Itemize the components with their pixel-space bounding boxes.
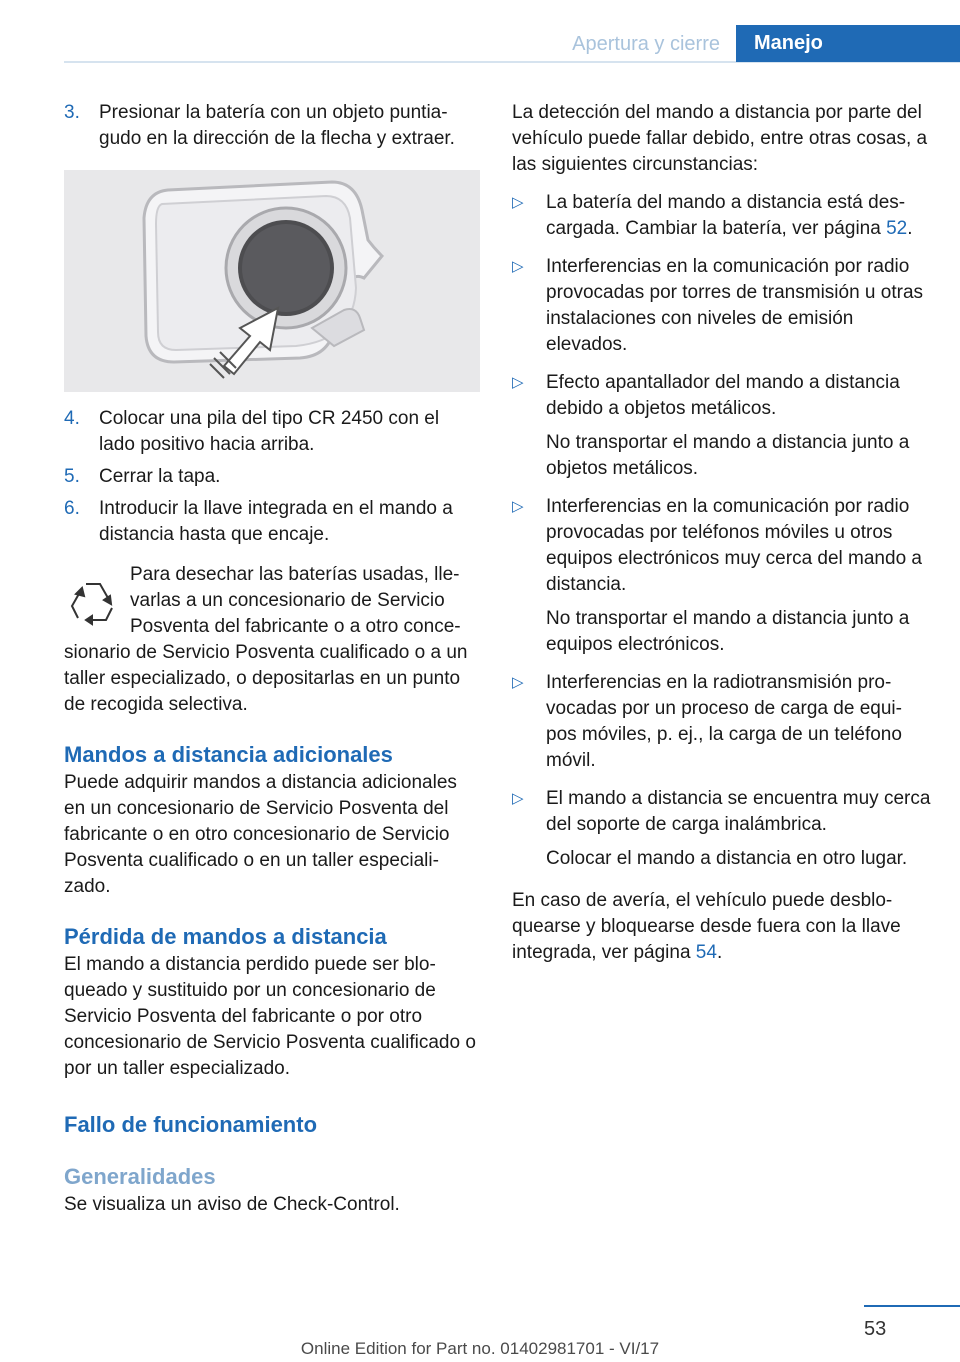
step-5 [64, 464, 480, 490]
recycling-note [64, 562, 480, 718]
list-item-advice: No transportar el mando a distancia junto a equipos electrónicos. [546, 608, 910, 655]
heading-lost-remotes: Pérdida de mandos a distancia [64, 924, 387, 949]
fallback-paragraph [512, 888, 932, 966]
heading-general: Generalidades [64, 1164, 216, 1189]
list-item-text: Interferencias en la comunicación por radio provocadas por teléfonos móviles u otros equipos electrónicos muy cerca del mando a distancia. [546, 496, 922, 595]
list-item-text: El mando a distancia se encuentra muy cerca del soporte de carga inalámbrica. [546, 788, 931, 835]
bullet-triangle-icon: ▷ [512, 258, 524, 275]
list-item-text: Interferencias en la comunicación por radio provocadas por torres de transmisión u otras instalaciones con niveles de emisión elevados. [546, 256, 924, 355]
step-text: Colocar una pila del tipo CR 2450 con el lado positivo hacia arriba. [99, 408, 440, 455]
bullet-triangle-icon: ▷ [512, 790, 524, 807]
list-item-text: Efecto apantallador del mando a distancia debido a objetos metálicos. [546, 372, 900, 419]
left-column [64, 100, 480, 1218]
list-item [512, 370, 932, 482]
fallback-text: En caso de avería, el vehículo puede desblo-quearse y bloquearse desde fuera con la llave integrada, ver página [512, 890, 901, 963]
fallback-tail: . [716, 942, 723, 963]
list-item [512, 786, 932, 872]
step-6 [64, 496, 480, 548]
right-column [512, 100, 932, 966]
bullet-triangle-icon: ▷ [512, 194, 524, 211]
list-item [512, 190, 932, 242]
header-section-title[interactable]: Apertura y cierre [572, 33, 720, 55]
list-item-advice: Colocar el mando a distancia en otro lugar. [546, 848, 908, 869]
text-general: Se visualiza un aviso de Check-Control. [64, 1194, 400, 1215]
step-number: 5. [64, 466, 80, 487]
list-item-text: La batería del mando a distancia está des-cargada. Cambiar la batería, ver página [546, 192, 906, 239]
step-number: 4. [64, 408, 80, 429]
heading-additional-remotes: Mandos a distancia adicionales [64, 742, 393, 767]
step-text: Cerrar la tapa. [99, 466, 221, 487]
heading-malfunction: Fallo de funcionamiento [64, 1112, 318, 1137]
key-battery-illustration [64, 170, 480, 392]
text-lost-remotes: El mando a distancia perdido puede ser blo-queado y sustituido por un concesionario de Servicio Posventa del fabricante o por otro concesionario de Servicio Posventa cualificado o por un taller especializado. [64, 954, 476, 1079]
list-item-advice: No transportar el mando a distancia junto a objetos metálicos. [546, 432, 910, 479]
footer-rule [864, 1305, 960, 1307]
list-item [512, 670, 932, 774]
text-additional-remotes: Puede adquirir mandos a distancia adicionales en un concesionario de Servicio Posventa del fabricante o en otro concesionario de Servicio Posventa cualificado o en un taller especiali-zado. [64, 772, 457, 897]
list-item [512, 254, 932, 358]
header-chapter-tab[interactable]: Manejo [736, 25, 960, 62]
step-text: Presionar la batería con un objeto puntia-gudo en la dirección de la flecha y extraer. [99, 102, 455, 149]
list-item-tail: . [907, 218, 913, 239]
list-item [512, 494, 932, 658]
page-link-52[interactable]: 52 [886, 218, 908, 239]
bullet-triangle-icon: ▷ [512, 374, 524, 391]
step-text: Introducir la llave integrada en el mando a distancia hasta que encaje. [99, 498, 453, 545]
recycling-note-text: Para desechar las baterías usadas, lle-varlas a un concesionario de Servicio Posventa del fabricante o a otro conce-sionario de Servicio Posventa cualificado o a un taller especializado, o depositarlas en un punto de recogida selectiva. [64, 564, 468, 715]
step-number: 6. [64, 498, 80, 519]
edition-note: Online Edition for Part no. 01402981701 - VI/17 [300, 1339, 660, 1358]
bullet-triangle-icon: ▷ [512, 498, 524, 515]
step-number: 3. [64, 102, 80, 123]
step-4 [64, 406, 480, 458]
step-3 [64, 100, 480, 152]
detection-intro: La detección del mando a distancia por parte del vehículo puede fallar debido, entre otras cosas, a las siguientes circunstancias: [512, 102, 928, 175]
bullet-triangle-icon: ▷ [512, 674, 524, 691]
page-number: 53 [864, 1318, 887, 1340]
recycle-icon [64, 574, 122, 632]
page-link-54[interactable]: 54 [695, 942, 717, 963]
key-fob-drawing [64, 170, 480, 392]
list-item-text: Interferencias en la radiotransmisión pro-vocadas por un proceso de carga de equi-pos móviles, p. ej., la carga de un teléfono móvil. [546, 672, 902, 771]
